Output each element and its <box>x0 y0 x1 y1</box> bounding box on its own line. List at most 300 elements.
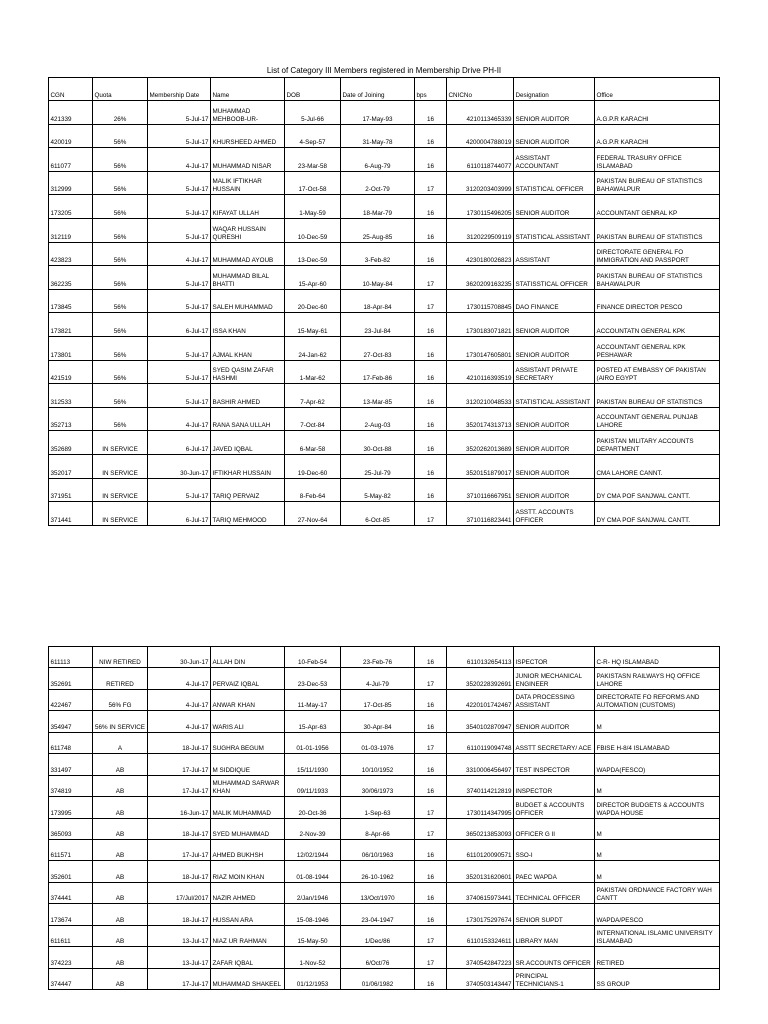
cell-designation: INSPECTOR <box>514 775 595 796</box>
cell-quota: 56% <box>93 384 148 408</box>
cell-dob: 20-Dec-60 <box>285 289 341 313</box>
cell-name: M SIDDIQUE <box>211 754 285 775</box>
cell-cgn: 352689 <box>49 431 93 455</box>
cell-dob: 11-May-17 <box>285 689 341 710</box>
cell-dob: 23-Dec-53 <box>285 668 341 689</box>
cell-name: RANA SANA ULLAH <box>211 407 285 431</box>
cell-office: M <box>595 818 720 839</box>
cell-designation: STATISTICAL OFFICER <box>514 171 595 195</box>
cell-date-of-joining: 01-03-1976 <box>341 732 415 753</box>
cell-date-of-joining: 3-Feb-82 <box>341 242 415 266</box>
cell-quota: NIW RETIRED <box>93 647 148 668</box>
header-designation: Designation <box>514 78 595 101</box>
cell-membership-date: 6-Jul-17 <box>148 431 211 455</box>
table-row <box>49 313 720 337</box>
cell-designation: SENIOR AUDITOR <box>514 711 595 732</box>
cell-dob: 23-Mar-58 <box>285 148 341 172</box>
cell-office: PAKISTAN MILITARY ACCOUNTS DEPARTMENT <box>595 431 720 455</box>
cell-cgn: 371951 <box>49 478 93 502</box>
cell-quota: 56% IN SERVICE <box>93 711 148 732</box>
cell-office: DIRECTOR BUDGETS & ACCOUNTS WAPDA HOUSE <box>595 797 720 818</box>
cell-designation: TEST INSPECTOR <box>514 754 595 775</box>
cell-quota: IN SERVICE <box>93 478 148 502</box>
cell-bps: 16 <box>415 775 447 796</box>
cell-designation: SENIOR SUPDT <box>514 904 595 925</box>
table-row <box>49 124 720 148</box>
cell-cnic: 3520131620601 <box>447 861 514 882</box>
cell-dob: 15-08-1946 <box>285 904 341 925</box>
cell-membership-date: 5-Jul-17 <box>148 195 211 219</box>
cell-membership-date: 5-Jul-17 <box>148 124 211 148</box>
table-row <box>49 925 720 946</box>
cell-name: KHURSHEED AHMED <box>211 124 285 148</box>
table-row <box>49 839 720 860</box>
cell-cgn: 173845 <box>49 289 93 313</box>
cell-date-of-joining: 6-Oct-85 <box>341 502 415 526</box>
cell-date-of-joining: 30-Oct-88 <box>341 431 415 455</box>
cell-bps: 16 <box>415 384 447 408</box>
cell-date-of-joining: 13/Oct/1970 <box>341 882 415 903</box>
cell-quota: 56% <box>93 289 148 313</box>
cell-dob: 17-Oct-58 <box>285 171 341 195</box>
cell-bps: 16 <box>415 968 447 989</box>
cell-dob: 15-Apr-63 <box>285 711 341 732</box>
cell-office: ACCOUNTANT GENERAL PUNJAB LAHORE <box>595 407 720 431</box>
cell-bps: 16 <box>415 478 447 502</box>
cell-dob: 01-08-1944 <box>285 861 341 882</box>
table-row <box>49 336 720 360</box>
cell-dob: 01/12/1953 <box>285 968 341 989</box>
cell-dob: 7-Apr-62 <box>285 384 341 408</box>
cell-office: FBISE H-8/4 ISLAMABAD <box>595 732 720 753</box>
cell-name: ANWAR KHAN <box>211 689 285 710</box>
cell-cnic: 3710116667951 <box>447 478 514 502</box>
cell-date-of-joining: 27-Oct-83 <box>341 336 415 360</box>
cell-quota: 56% <box>93 218 148 242</box>
cell-quota: 56% <box>93 313 148 337</box>
cell-membership-date: 5-Jul-17 <box>148 101 211 125</box>
cell-quota: A <box>93 732 148 753</box>
cell-office: WAPDA/PESCO <box>595 904 720 925</box>
cell-cgn: 352017 <box>49 454 93 478</box>
cell-date-of-joining: 31-May-78 <box>341 124 415 148</box>
cell-office: C-R- HQ ISLAMABAD <box>595 647 720 668</box>
cell-membership-date: 5-Jul-17 <box>148 171 211 195</box>
table-row <box>49 101 720 125</box>
cell-bps: 16 <box>415 242 447 266</box>
cell-office: PAKISTAN ORDNANCE FACTORY WAH CANTT <box>595 882 720 903</box>
cell-designation: SENIOR AUDITOR <box>514 454 595 478</box>
cell-cnic: 3120203403999 <box>447 171 514 195</box>
cell-quota: AB <box>93 839 148 860</box>
cell-cnic: 3120210048533 <box>447 384 514 408</box>
cell-membership-date: 5-Jul-17 <box>148 218 211 242</box>
cell-date-of-joining: 17-Oct-85 <box>341 689 415 710</box>
cell-quota: AB <box>93 882 148 903</box>
table-row <box>49 668 720 689</box>
cell-quota: 56% FG <box>93 689 148 710</box>
cell-membership-date: 6-Jul-17 <box>148 502 211 526</box>
cell-name: MUHAMMAD AYOUB <box>211 242 285 266</box>
table-row <box>49 148 720 172</box>
cell-cgn: 312999 <box>49 171 93 195</box>
cell-name: MUHAMMAD SHAKEEL <box>211 968 285 989</box>
cell-quota: 56% <box>93 407 148 431</box>
cell-office: PAKISTAN BUREAU OF STATISTICS BAHAWALPUR <box>595 266 720 290</box>
cell-cnic: 1730147605801 <box>447 336 514 360</box>
cell-cgn: 611748 <box>49 732 93 753</box>
cell-cgn: 173821 <box>49 313 93 337</box>
cell-designation: DATA PROCESSING ASSISTANT <box>514 689 595 710</box>
cell-date-of-joining: 25-Aug-85 <box>341 218 415 242</box>
cell-office: ACCOUNTANT GENERAL KPK PESHAWAR <box>595 336 720 360</box>
cell-designation: SSO-I <box>514 839 595 860</box>
cell-cgn: 374819 <box>49 775 93 796</box>
cell-office: A.G.P.R KARACHI <box>595 101 720 125</box>
cell-date-of-joining: 18-Mar-79 <box>341 195 415 219</box>
header-cgn: CGN <box>49 78 93 101</box>
cell-cgn: 374223 <box>49 947 93 968</box>
cell-quota: AB <box>93 861 148 882</box>
cell-cnic: 3740503143447 <box>447 968 514 989</box>
cell-dob: 24-Jan-62 <box>285 336 341 360</box>
cell-office: DIRECTORATE FO REFORMS AND AUTOMATION (CUSTOMS) <box>595 689 720 710</box>
cell-membership-date: 5-Jul-17 <box>148 336 211 360</box>
table-row <box>49 384 720 408</box>
cell-office: ACCOUNTANT GENRAL KP <box>595 195 720 219</box>
cell-membership-date: 17/Jul/2017 <box>148 882 211 903</box>
cell-office: M <box>595 861 720 882</box>
cell-cnic: 6110119094748 <box>447 732 514 753</box>
table-row <box>49 818 720 839</box>
cell-membership-date: 13-Jul-17 <box>148 947 211 968</box>
cell-cnic: 1730115708845 <box>447 289 514 313</box>
cell-quota: AB <box>93 754 148 775</box>
cell-name: RIAZ MOIN KHAN <box>211 861 285 882</box>
cell-cgn: 422467 <box>49 689 93 710</box>
cell-dob: 15-Apr-60 <box>285 266 341 290</box>
cell-cnic: 6110118744077 <box>447 148 514 172</box>
cell-office: ACCOUNTATN GENERAL KPK <box>595 313 720 337</box>
cell-name: HUSSAN ARA <box>211 904 285 925</box>
cell-bps: 16 <box>415 689 447 710</box>
cell-dob: 2/Jan/1946 <box>285 882 341 903</box>
cell-cgn: 352691 <box>49 668 93 689</box>
cell-quota: AB <box>93 925 148 946</box>
cell-cgn: 611113 <box>49 647 93 668</box>
cell-cnic: 4210113465339 <box>447 101 514 125</box>
cell-membership-date: 6-Jul-17 <box>148 313 211 337</box>
cell-name: WAQAR HUSSAIN QURESHI <box>211 218 285 242</box>
cell-office: FINANCE DIRECTOR PESCO <box>595 289 720 313</box>
cell-dob: 1-Mar-62 <box>285 360 341 384</box>
cell-date-of-joining: 01/06/1982 <box>341 968 415 989</box>
cell-date-of-joining: 2-Oct-79 <box>341 171 415 195</box>
cell-cgn: 362235 <box>49 266 93 290</box>
table-row <box>49 754 720 775</box>
cell-date-of-joining: 17-May-93 <box>341 101 415 125</box>
cell-date-of-joining: 25-Jul-79 <box>341 454 415 478</box>
cell-office: WAPDA(FESCO) <box>595 754 720 775</box>
cell-bps: 16 <box>415 754 447 775</box>
cell-bps: 17 <box>415 502 447 526</box>
members-table-1 <box>48 77 720 526</box>
cell-name: MALIK MUHAMMAD <box>211 797 285 818</box>
cell-office: DY CMA POF SANJWAL CANTT. <box>595 478 720 502</box>
cell-date-of-joining: 8-Apr-66 <box>341 818 415 839</box>
cell-bps: 16 <box>415 711 447 732</box>
cell-name: SALEH MUHAMMAD <box>211 289 285 313</box>
cell-membership-date: 4-Jul-17 <box>148 148 211 172</box>
cell-dob: 2-Nov-39 <box>285 818 341 839</box>
cell-bps: 16 <box>415 431 447 455</box>
cell-name: BASHIR AHMED <box>211 384 285 408</box>
cell-date-of-joining: 30-Apr-84 <box>341 711 415 732</box>
cell-bps: 16 <box>415 861 447 882</box>
cell-name: MALIK IFTIKHAR HUSSAIN <box>211 171 285 195</box>
cell-bps: 16 <box>415 407 447 431</box>
cell-dob: 1-May-59 <box>285 195 341 219</box>
cell-cgn: 173674 <box>49 904 93 925</box>
cell-date-of-joining: 23-Jul-84 <box>341 313 415 337</box>
cell-dob: 19-Dec-60 <box>285 454 341 478</box>
cell-office: M <box>595 839 720 860</box>
cell-designation: SENIOR AUDITOR <box>514 195 595 219</box>
cell-cnic: 3740542847223 <box>447 947 514 968</box>
cell-membership-date: 16-Jun-17 <box>148 797 211 818</box>
cell-designation: PRINCIPAL TECHNICIANS-1 <box>514 968 595 989</box>
cell-cnic: 6110153324611 <box>447 925 514 946</box>
cell-cgn: 354947 <box>49 711 93 732</box>
cell-cgn: 611611 <box>49 925 93 946</box>
cell-cnic: 3520228392691 <box>447 668 514 689</box>
cell-name: MUHAMMAD MEHBOOB-UR- <box>211 101 285 125</box>
cell-bps: 17 <box>415 668 447 689</box>
cell-bps: 16 <box>415 839 447 860</box>
header-cnic: CNICNo <box>447 78 514 101</box>
cell-name: SUGHRA BEGUM <box>211 732 285 753</box>
cell-cgn: 352713 <box>49 407 93 431</box>
cell-name: IFTIKHAR HUSSAIN <box>211 454 285 478</box>
cell-designation: SENIOR AUDITOR <box>514 478 595 502</box>
cell-cnic: 3520151879017 <box>447 454 514 478</box>
header-dob: DOB <box>285 78 341 101</box>
cell-quota: AB <box>93 797 148 818</box>
cell-name: JAVED IQBAL <box>211 431 285 455</box>
cell-name: ISSA KHAN <box>211 313 285 337</box>
cell-dob: 20-Oct-36 <box>285 797 341 818</box>
table-row <box>49 904 720 925</box>
cell-cnic: 4220101742467 <box>447 689 514 710</box>
cell-dob: 1-Nov-52 <box>285 947 341 968</box>
cell-office: RETIRED <box>595 947 720 968</box>
cell-dob: 7-Oct-84 <box>285 407 341 431</box>
table-row <box>49 502 720 526</box>
cell-membership-date: 5-Jul-17 <box>148 266 211 290</box>
header-membership-date: Membership Date <box>148 78 211 101</box>
cell-dob: 4-Sep-57 <box>285 124 341 148</box>
cell-name: NIAZ UR RAHMAN <box>211 925 285 946</box>
cell-quota: 26% <box>93 101 148 125</box>
cell-cgn: 173205 <box>49 195 93 219</box>
cell-cnic: 4210116393519 <box>447 360 514 384</box>
cell-date-of-joining: 13-Mar-85 <box>341 384 415 408</box>
cell-membership-date: 4-Jul-17 <box>148 242 211 266</box>
cell-quota: 56% <box>93 266 148 290</box>
cell-bps: 17 <box>415 171 447 195</box>
members-table-2 <box>48 646 720 990</box>
cell-designation: STATISTICAL ASSISTANT <box>514 218 595 242</box>
cell-dob: 15-May-61 <box>285 313 341 337</box>
cell-date-of-joining: 1/Dec/86 <box>341 925 415 946</box>
cell-bps: 16 <box>415 882 447 903</box>
cell-dob: 10-Feb-54 <box>285 647 341 668</box>
cell-quota: IN SERVICE <box>93 502 148 526</box>
cell-dob: 10-Dec-59 <box>285 218 341 242</box>
cell-cnic: 6110132654113 <box>447 647 514 668</box>
cell-name: KIFAYAT ULLAH <box>211 195 285 219</box>
cell-membership-date: 4-Jul-17 <box>148 407 211 431</box>
cell-cnic: 3310006456497 <box>447 754 514 775</box>
table-row <box>49 732 720 753</box>
cell-quota: IN SERVICE <box>93 431 148 455</box>
header-name: Name <box>211 78 285 101</box>
cell-cgn: 420019 <box>49 124 93 148</box>
cell-office: DY CMA POF SANJWAL CANTT. <box>595 502 720 526</box>
cell-membership-date: 30-Jun-17 <box>148 647 211 668</box>
cell-dob: 13-Dec-59 <box>285 242 341 266</box>
table-row <box>49 947 720 968</box>
cell-bps: 16 <box>415 454 447 478</box>
cell-cgn: 365093 <box>49 818 93 839</box>
cell-designation: SENIOR AUDITOR <box>514 431 595 455</box>
cell-bps: 16 <box>415 336 447 360</box>
cell-date-of-joining: 2-Aug-03 <box>341 407 415 431</box>
cell-name: SYED MUHAMMAD <box>211 818 285 839</box>
cell-cgn: 173801 <box>49 336 93 360</box>
cell-designation: TECHNICAL OFFICER <box>514 882 595 903</box>
cell-date-of-joining: 30/06/1973 <box>341 775 415 796</box>
cell-name: MUHAMMAD NISAR <box>211 148 285 172</box>
cell-membership-date: 18-Jul-17 <box>148 904 211 925</box>
cell-date-of-joining: 23-04-1947 <box>341 904 415 925</box>
cell-bps: 17 <box>415 289 447 313</box>
cell-designation: ASSTT SECRETARY/ ACE <box>514 732 595 753</box>
cell-membership-date: 5-Jul-17 <box>148 289 211 313</box>
cell-quota: AB <box>93 968 148 989</box>
cell-bps: 17 <box>415 947 447 968</box>
table-row <box>49 775 720 796</box>
cell-cgn: 312533 <box>49 384 93 408</box>
cell-membership-date: 30-Jun-17 <box>148 454 211 478</box>
cell-office: PAKISTASN RAILWAYS HQ OFFICE LAHORE <box>595 668 720 689</box>
cell-dob: 27-Nov-64 <box>285 502 341 526</box>
cell-cgn: 374441 <box>49 882 93 903</box>
cell-bps: 16 <box>415 218 447 242</box>
cell-designation: ISPECTOR <box>514 647 595 668</box>
cell-name: NAZIR AHMED <box>211 882 285 903</box>
cell-quota: 56% <box>93 171 148 195</box>
cell-name: TARIQ PERVAIZ <box>211 478 285 502</box>
cell-membership-date: 4-Jul-17 <box>148 689 211 710</box>
cell-office: PAKISTAN BUREAU OF STATISTICS <box>595 384 720 408</box>
cell-cgn: 421519 <box>49 360 93 384</box>
table-row <box>49 647 720 668</box>
header-office: Office <box>595 78 720 101</box>
cell-cnic: 3740114212819 <box>447 775 514 796</box>
cell-cgn: 421339 <box>49 101 93 125</box>
cell-designation: ASSISTANT <box>514 242 595 266</box>
cell-designation: JUNIOR MECHANICAL ENGINEER <box>514 668 595 689</box>
cell-membership-date: 18-Jul-17 <box>148 818 211 839</box>
cell-office: M <box>595 775 720 796</box>
cell-designation: STATISSTICAL OFFICER <box>514 266 595 290</box>
cell-cgn: 611077 <box>49 148 93 172</box>
header-quota: Quota <box>93 78 148 101</box>
cell-cnic: 3710116823441 <box>447 502 514 526</box>
cell-date-of-joining: 10/10/1952 <box>341 754 415 775</box>
cell-office: A.G.P.R KARACHI <box>595 124 720 148</box>
cell-membership-date: 17-Jul-17 <box>148 775 211 796</box>
cell-cnic: 1730183071821 <box>447 313 514 337</box>
cell-bps: 16 <box>415 101 447 125</box>
cell-dob: 15-May-50 <box>285 925 341 946</box>
cell-name: AJMAL KHAN <box>211 336 285 360</box>
cell-office: PAKISTAN BUREAU OF STATISTICS <box>595 218 720 242</box>
cell-cgn: 611571 <box>49 839 93 860</box>
cell-designation: SENIOR AUDITOR <box>514 124 595 148</box>
header-bps: bps <box>415 78 447 101</box>
cell-membership-date: 13-Jul-17 <box>148 925 211 946</box>
cell-bps: 17 <box>415 925 447 946</box>
cell-quota: 56% <box>93 336 148 360</box>
cell-name: PERVAIZ IQBAL <box>211 668 285 689</box>
cell-name: MUHAMMAD SARWAR KHAN <box>211 775 285 796</box>
cell-cnic: 4230180026823 <box>447 242 514 266</box>
cell-date-of-joining: 5-May-82 <box>341 478 415 502</box>
cell-designation: SR.ACCOUNTS OFFICER <box>514 947 595 968</box>
cell-bps: 16 <box>415 904 447 925</box>
cell-cnic: 3740615973441 <box>447 882 514 903</box>
cell-membership-date: 17-Jul-17 <box>148 968 211 989</box>
table-row <box>49 171 720 195</box>
table-row <box>49 431 720 455</box>
cell-bps: 17 <box>415 266 447 290</box>
cell-cgn: 423823 <box>49 242 93 266</box>
cell-designation: SENIOR AUDITOR <box>514 101 595 125</box>
table-row <box>49 968 720 989</box>
cell-quota: RETIRED <box>93 668 148 689</box>
cell-quota: 56% <box>93 195 148 219</box>
cell-membership-date: 18-Jul-17 <box>148 732 211 753</box>
cell-designation: SENIOR AUDITOR <box>514 407 595 431</box>
cell-bps: 16 <box>415 148 447 172</box>
cell-office: SS GROUP <box>595 968 720 989</box>
cell-bps: 17 <box>415 732 447 753</box>
cell-designation: BUDGET & ACCOUNTS OFFICER <box>514 797 595 818</box>
cell-quota: AB <box>93 947 148 968</box>
cell-name: SYED QASIM ZAFAR HASHMI <box>211 360 285 384</box>
cell-cnic: 3540102870947 <box>447 711 514 732</box>
table-row <box>49 797 720 818</box>
cell-date-of-joining: 4-Jul-79 <box>341 668 415 689</box>
cell-name: AHMED BUKHSH <box>211 839 285 860</box>
header-date-of-joining: Date of Joining <box>341 78 415 101</box>
table-row <box>49 861 720 882</box>
cell-designation: ASSISTANT ACCOUNTANT <box>514 148 595 172</box>
cell-designation: PAEC WAPDA <box>514 861 595 882</box>
cell-cgn: 312119 <box>49 218 93 242</box>
